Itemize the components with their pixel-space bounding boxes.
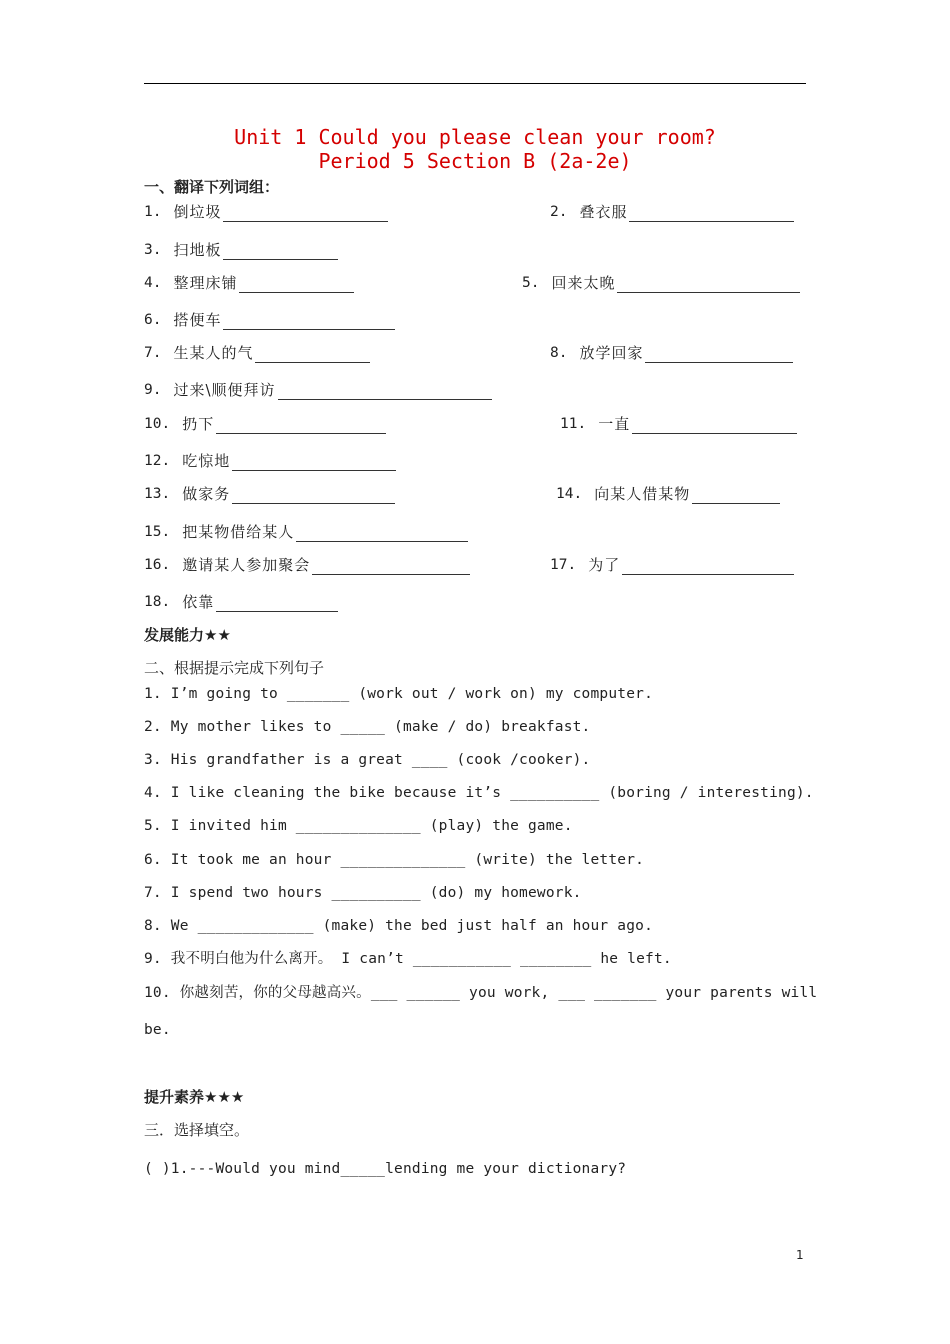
item-text: 依靠 [182,593,215,611]
item-text: 做家务 [182,485,231,503]
item-number: 1. [144,204,162,220]
sentence-9: 9. 我不明白他为什么离开。 I can’t ___________ ________ he left. [144,951,672,967]
translate-item-16 [144,555,470,575]
answer-blank[interactable] [232,454,396,471]
sentence-3: 3. His grandfather is a great ____ (cook /cooker). [144,752,591,768]
item-number: 5. [522,275,540,291]
item-number: 7. [144,345,162,361]
question-1: ( )1.---Would you mind_____lending me your dictionary? [144,1161,627,1177]
item-text: 一直 [598,415,631,433]
item-text: 放学回家 [579,344,644,362]
item-number: 12. [144,453,171,469]
item-number: 13. [144,486,171,502]
answer-blank[interactable] [617,276,800,293]
answer-blank[interactable] [223,243,338,260]
item-number: 10. [144,416,171,432]
answer-blank[interactable] [216,595,338,612]
answer-blank[interactable] [645,346,793,363]
sentence-7: 7. I spend two hours __________ (do) my homework. [144,885,582,901]
worksheet-title: Unit 1 Could you please clean your room? [234,125,716,149]
item-text: 向某人借某物 [594,485,691,503]
answer-blank[interactable] [629,205,794,222]
answer-blank[interactable] [255,346,370,363]
translate-item-1 [144,202,388,222]
item-text: 搭便车 [173,311,222,329]
item-text: 把某物借给某人 [182,523,295,541]
item-number: 16. [144,557,171,573]
translate-item-11 [560,414,797,434]
item-text: 邀请某人参加聚会 [182,556,311,574]
translate-item-12 [144,451,396,471]
answer-blank[interactable] [278,383,492,400]
item-text: 吃惊地 [182,452,231,470]
translate-item-14 [556,484,780,504]
sentence-6: 6. It took me an hour ______________ (write) the letter. [144,852,645,868]
item-text: 叠衣服 [579,203,628,221]
translate-item-5 [522,273,800,293]
item-text: 回来太晚 [551,274,616,292]
worksheet-subtitle: Period 5 Section B (2a-2e) [318,149,632,173]
answer-blank[interactable] [223,313,395,330]
section1-heading: 一、翻译下列词组： [144,178,280,196]
item-number: 6. [144,312,162,328]
sentence-1: 1. I’m going to _______ (work out / work on) my computer. [144,686,653,702]
item-text: 扫地板 [173,241,222,259]
translate-item-18 [144,592,338,612]
translate-item-10 [144,414,386,434]
answer-blank[interactable] [216,417,386,434]
sentence-2: 2. My mother likes to _____ (make / do) breakfast. [144,719,591,735]
translate-item-2 [550,202,794,222]
level-heading-2: 发展能力★★ [144,626,231,644]
item-text: 过来\顺便拜访 [173,381,276,399]
item-number: 4. [144,275,162,291]
header-rule [144,83,806,84]
translate-item-4 [144,273,354,293]
item-text: 为了 [588,556,621,574]
answer-blank[interactable] [692,487,780,504]
item-text: 扔下 [182,415,215,433]
page-number: 1 [796,1248,804,1262]
translate-item-8 [550,343,793,363]
item-number: 9. [144,382,162,398]
section2-heading: 二、根据提示完成下列句子 [144,659,325,677]
translate-item-9 [144,380,492,400]
answer-blank[interactable] [622,558,794,575]
item-number: 2. [550,204,568,220]
item-number: 18. [144,594,171,610]
translate-item-13 [144,484,395,504]
item-text: 倒垃圾 [173,203,222,221]
sentence-8: 8. We _____________ (make) the bed just half an hour ago. [144,918,653,934]
answer-blank[interactable] [632,417,797,434]
item-number: 14. [556,486,583,502]
section3-heading: 三．选择填空。 [144,1121,250,1139]
translate-item-7 [144,343,370,363]
item-text: 生某人的气 [173,344,254,362]
answer-blank[interactable] [239,276,354,293]
translate-item-3 [144,240,338,260]
answer-blank[interactable] [223,205,388,222]
translate-item-6 [144,310,395,330]
item-number: 3. [144,242,162,258]
translate-item-17 [550,555,794,575]
sentence-5: 5. I invited him ______________ (play) the game. [144,818,573,834]
item-number: 15. [144,524,171,540]
item-number: 17. [550,557,577,573]
answer-blank[interactable] [312,558,470,575]
level-heading-3: 提升素养★★★ [144,1088,245,1106]
sentence-4: 4. I like cleaning the bike because it’s __________ (boring / interesting). [144,785,814,801]
item-number: 8. [550,345,568,361]
answer-blank[interactable] [296,525,468,542]
sentence-10: 10. 你越刻苦，你的父母越高兴。___ ______ you work, ___ _______ your parents will [144,985,818,1001]
translate-item-15 [144,522,468,542]
item-number: 11. [560,416,587,432]
sentence-10-continued: be. [144,1022,171,1038]
item-text: 整理床铺 [173,274,238,292]
answer-blank[interactable] [232,487,395,504]
